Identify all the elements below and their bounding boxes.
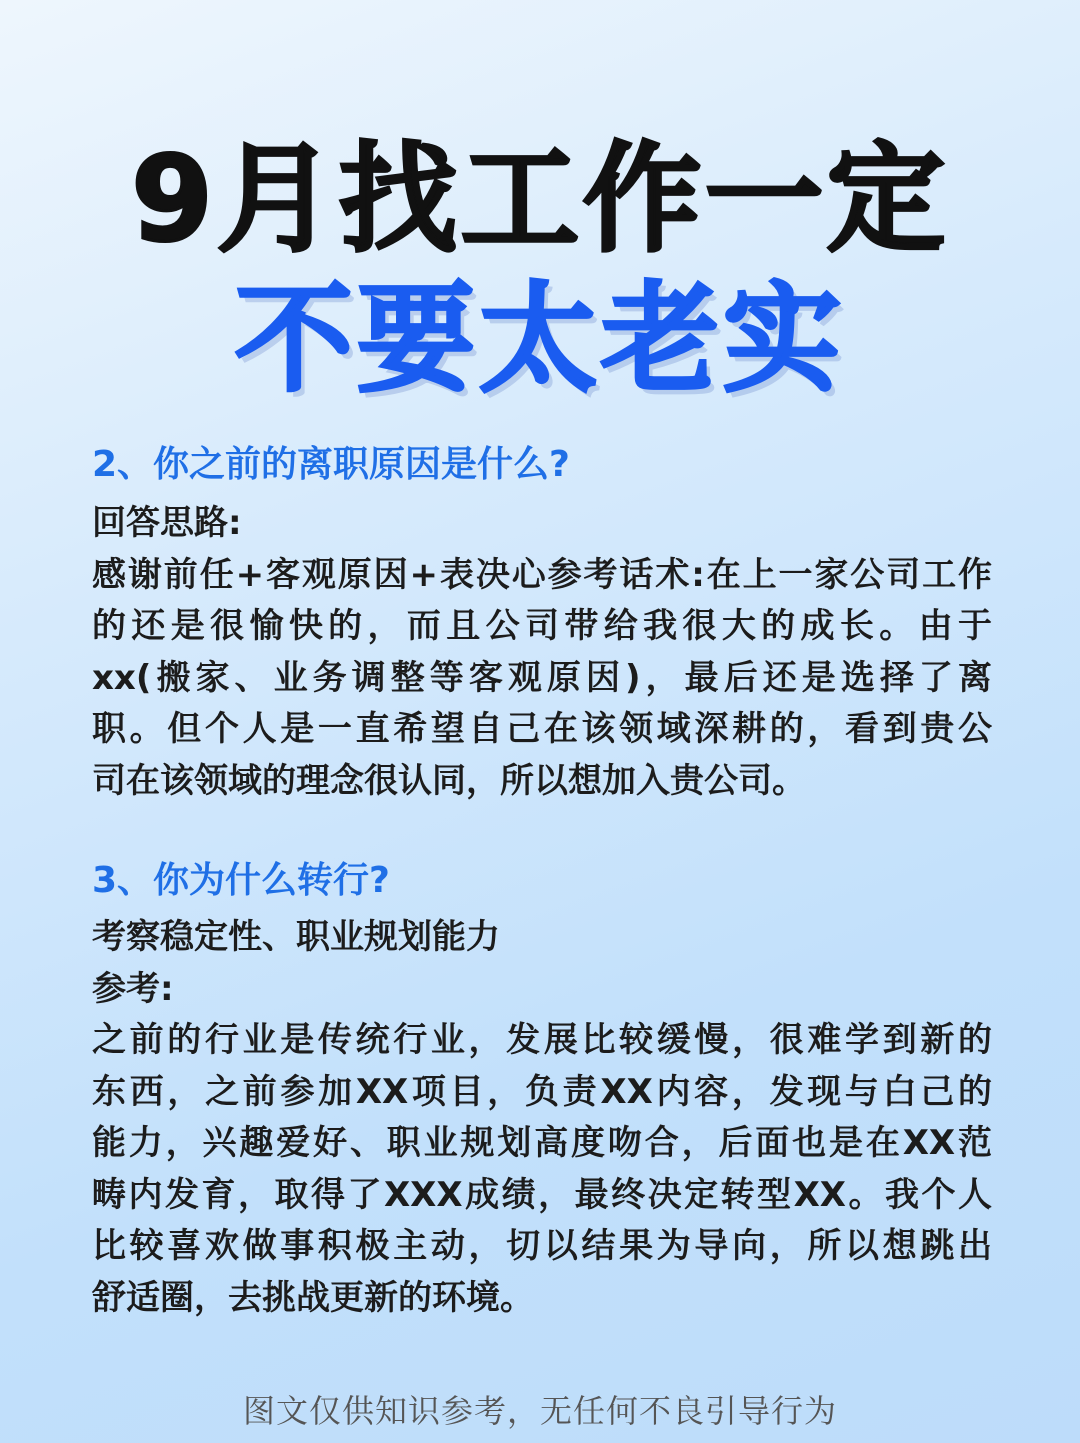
answer-line: 东西，之前参加XX项目，负责XX内容，发现与白己的	[92, 1071, 992, 1112]
answer-line: 比较喜欢做事积极主动，切以结果为导向，所以想跳出	[92, 1226, 992, 1266]
answer-line: 畴内发育，取得了XXX成绩，最终决定转型XX。我个人	[92, 1174, 992, 1215]
answer-line: 职。但个人是一直希望自己在该领域深耕的，看到贵公	[92, 709, 992, 749]
title-line-2: 不要太老实	[234, 270, 845, 408]
answer-label: 回答思路:	[92, 503, 242, 543]
title-line-1: 9月找工作一定	[130, 130, 950, 268]
question-heading: 3、你为什么转行?	[92, 860, 390, 901]
answer-line: xx(搬家、业务调整等客观原因)，最后还是选择了离	[92, 657, 992, 698]
answer-line: 司在该领域的理念很认同，所以想加入贵公司。	[92, 760, 806, 801]
answer-line: 之前的行业是传统行业，发展比较缓慢，很难学到新的	[92, 1020, 992, 1060]
disclaimer-footer: 图文仅供知识参考，无任何不良引导行为	[242, 1392, 837, 1430]
answer-label: 参考:	[92, 968, 174, 1009]
question-heading: 2、你之前的离职原因是什么?	[92, 444, 570, 485]
answer-line: 能力，兴趣爱好、职业规划高度吻合，后面也是在XX范	[92, 1123, 992, 1163]
answer-line: 感谢前任+客观原因+表决心参考话术:在上一家公司工作	[92, 554, 992, 595]
section-career-change	[92, 856, 992, 1324]
answer-label: 考察稳定性、职业规划能力	[92, 917, 500, 957]
section-resignation-reason	[92, 440, 992, 807]
answer-line: 舒适圈，去挑战更新的环境。	[92, 1277, 534, 1318]
answer-line: 的还是很愉快的，而且公司带给我很大的成长。由于	[92, 606, 992, 646]
